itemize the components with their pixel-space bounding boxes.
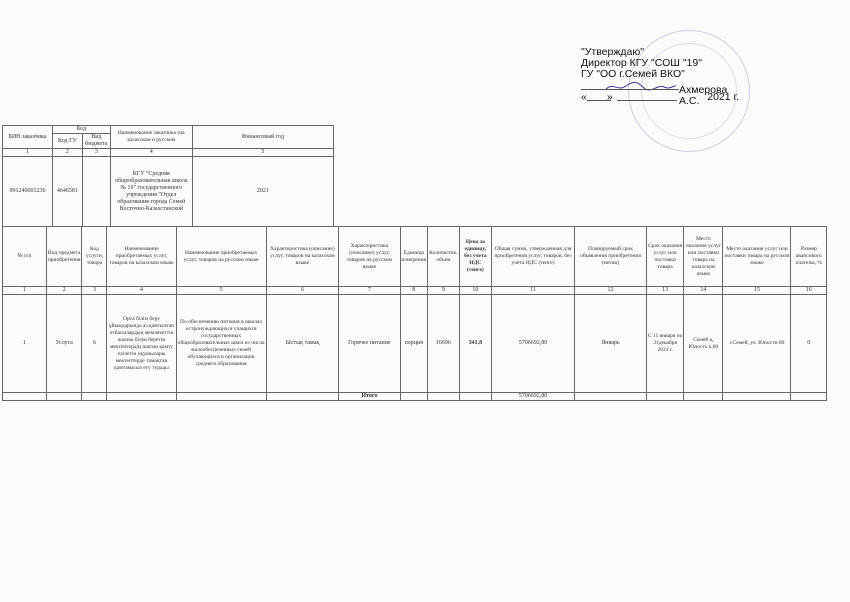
header-code: Код (52, 126, 110, 134)
header-planned-month: Планируемый срок объявления приобретения (месяц) (575, 227, 647, 287)
cell-code-gu: 4646581 (52, 157, 82, 227)
header-place-kz: Место оказания услуг или поставки товара на казахском языке (684, 227, 723, 287)
date-close: » (606, 90, 613, 103)
header-number: № п/п (3, 227, 47, 287)
date-open: « (581, 90, 587, 103)
col-number: 9 (428, 287, 460, 295)
approval-position: Директор КГУ "СОШ "19" (581, 57, 702, 70)
approval-block (581, 46, 739, 108)
cell-quantity: 16696 (428, 295, 460, 393)
approval-organization: ГУ "ОО г.Семей ВКО" (581, 68, 685, 81)
table-row (3, 295, 827, 393)
cell-place-kz: Семей қ, Юность к,80 (684, 295, 723, 393)
col-number: 8 (400, 287, 428, 295)
cell-number: 1 (3, 295, 47, 393)
cell-description-kz: Ыстық тамақ (266, 295, 339, 393)
col-number: 2 (52, 149, 82, 157)
col-number: 13 (646, 287, 684, 295)
header-fin-year: Финансовый год (192, 126, 333, 149)
col-number: 3 (82, 149, 110, 157)
header-name-ru: Наименование приобретаемых услуг, товаров на русском языке (176, 227, 266, 287)
header-code-gu: Код ГУ (52, 134, 82, 149)
col-number: 10 (459, 287, 491, 295)
col-number: 4 (107, 287, 176, 295)
total-label: Итого (339, 393, 400, 401)
header-purchase-type: Вид предмета приобретения (46, 227, 82, 287)
col-number: 14 (684, 287, 723, 295)
customer-table (2, 125, 334, 227)
header-name-kz: Наименование приобретаемых услуг, товаров на казахском языке (107, 227, 176, 287)
col-number: 12 (575, 287, 647, 295)
cell-place-ru: г.Семей, ул. Юности 80 (723, 295, 791, 393)
col-number: 11 (491, 287, 574, 295)
total-value: 5706692,80 (491, 393, 574, 401)
cell-bin: 991240001236 (3, 157, 53, 227)
cell-delivery-term: С 11 января по 31декабря 2021 г. (646, 295, 684, 393)
date-month-underline (617, 100, 677, 101)
col-number: 1 (3, 287, 47, 295)
cell-planned-month: Январь (575, 295, 647, 393)
cell-unit-price: 341,8 (459, 295, 491, 393)
header-customer-name: Наименование заказчика (на казахском и русском (110, 126, 192, 149)
header-bin: БИН заказчика (3, 126, 53, 149)
approval-year: 2021 г. (707, 90, 739, 103)
header-unit: Единица измерения (400, 227, 428, 287)
cell-budget-type (82, 157, 110, 227)
date-day-underline (587, 100, 611, 101)
cell-fin-year: 2021 (192, 157, 333, 227)
cell-service-code: 6 (82, 295, 107, 393)
col-number: 4 (110, 149, 192, 157)
header-total-sum: Общая сумма, утвержденная для приобретения услуг, товаров, без учета НДС (тенге) (491, 227, 574, 287)
cell-name-ru: По обеспечению питания в школах остронуждающихся учащихся государственных общеобразовательных школ из числа малообеспеченных семей обучающихся в организации среднего образования (176, 295, 266, 393)
col-number: 5 (192, 149, 333, 157)
cell-customer-name: КГУ "Средняя общеобразовательная школа № 19" государственного учреждения "Отдел образования города Семей Восточно-Казахстанской (110, 157, 192, 227)
cell-name-kz: Орта білім беру ұйымдарында аз қамтылған отбасылардың мемлекеттік жалпы білім беретін мектептердің шағын қамту елілетін оқушылары мектептерде тамақтан қамтамасыз ету турады (107, 295, 176, 393)
header-quantity: Количество, объем (428, 227, 460, 287)
col-number: 7 (339, 287, 400, 295)
col-number: 5 (176, 287, 266, 295)
col-number: 1 (3, 149, 53, 157)
cell-unit: порция (400, 295, 428, 393)
signature-underline (581, 89, 679, 90)
cell-advance-payment: 0 (791, 295, 827, 393)
total-row (3, 393, 827, 401)
procurement-plan-table (2, 226, 827, 401)
approval-title: "Утверждаю" (581, 46, 644, 58)
header-place-ru: Место оказания услуг или поставки товара на русском языке (723, 227, 791, 287)
col-number: 3 (82, 287, 107, 295)
col-number: 15 (723, 287, 791, 295)
header-unit-price: Цена за единицу, без учета НДС (тенге) (459, 227, 491, 287)
header-advance-payment: Размер авансового платежа, % (791, 227, 827, 287)
header-delivery-term: Срок оказания услуг или поставки товара (646, 227, 684, 287)
header-budget-type: Вид бюджета (82, 134, 110, 149)
cell-total-sum: 5706692,80 (491, 295, 574, 393)
col-number: 16 (791, 287, 827, 295)
col-number: 2 (46, 287, 82, 295)
director-name: Ахмерова А.С. (679, 84, 728, 108)
cell-description-ru: Горячее питание (339, 295, 400, 393)
cell-purchase-type: Услуга (46, 295, 82, 393)
header-description-kz: Характеристика (описание) услуг, товаров на казахском языке (266, 227, 339, 287)
header-service-code: Код услуги, товара (82, 227, 107, 287)
header-description-ru: Характеристика (описание) услуг, товаров на русском языке (339, 227, 400, 287)
col-number: 6 (266, 287, 339, 295)
